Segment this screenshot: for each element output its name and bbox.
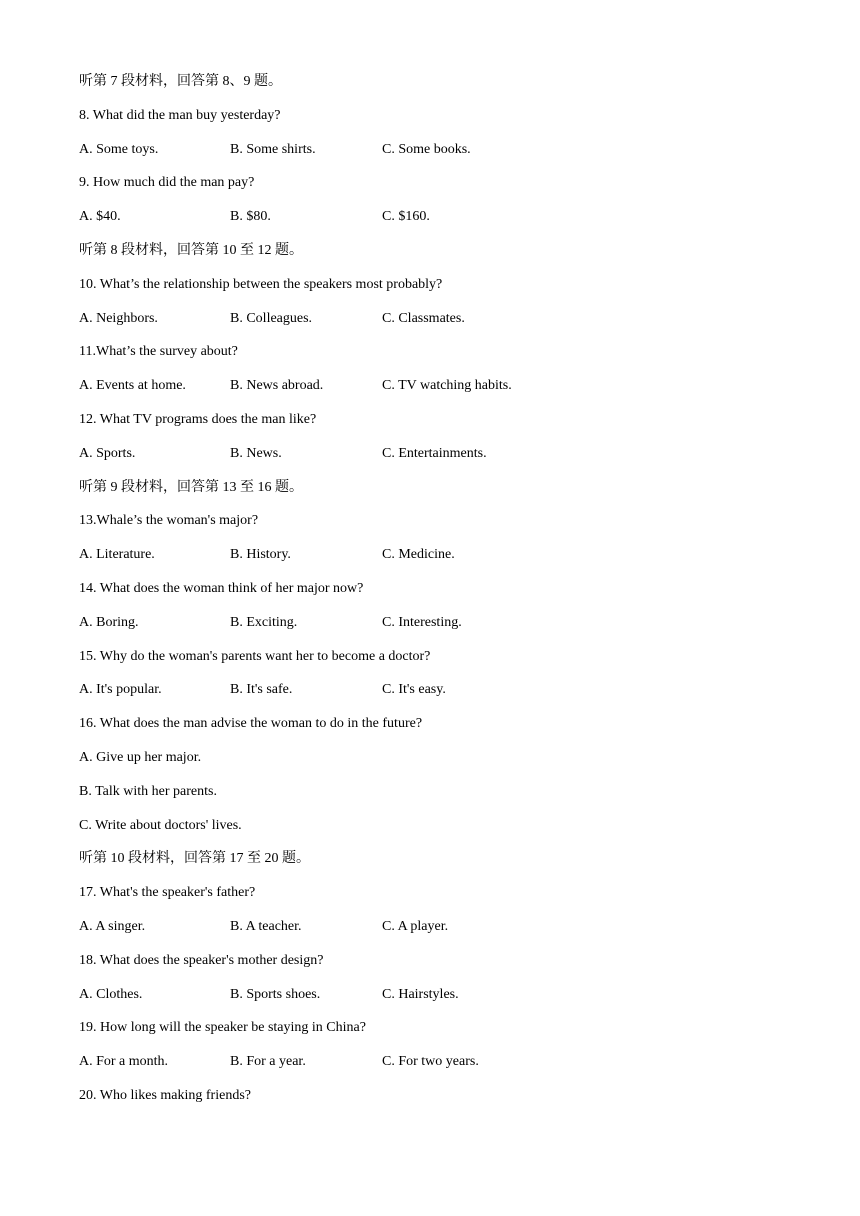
answer-options-row (79, 917, 799, 951)
question-text: 13.Whale’s the woman's major? (79, 513, 259, 529)
question-text: 16. What does the man advise the woman to do in the future? (79, 716, 423, 732)
answer-option-b: B. News abroad. (230, 378, 324, 394)
answer-option: B. Talk with her parents. (79, 783, 217, 799)
answer-option-a: A. Some toys. (79, 141, 159, 157)
answer-option: C. Write about doctors' lives. (79, 817, 242, 833)
answer-option-c: C. For two years. (382, 1054, 479, 1070)
answer-options-row (79, 545, 799, 579)
question-text: 8. What did the man buy yesterday? (79, 107, 281, 123)
section-heading: 听第 8 段材料，回答第 10 至 12 题。 (79, 242, 303, 258)
answer-options-row (79, 309, 799, 343)
exam-content (79, 72, 799, 1120)
answer-option-b: B. News. (230, 445, 282, 461)
answer-option-b: B. History. (230, 547, 291, 563)
answer-option-c: C. Hairstyles. (382, 986, 459, 1002)
answer-option-c: C. Medicine. (382, 547, 455, 563)
answer-options-row (79, 444, 799, 478)
question-text: 17. What's the speaker's father? (79, 885, 256, 901)
question-text: 14. What does the woman think of her major now? (79, 580, 364, 596)
answer-option-a: A. $40. (79, 209, 121, 225)
answer-option-b: B. Sports shoes. (230, 986, 321, 1002)
answer-option-a: A. A singer. (79, 918, 146, 934)
answer-option-b: B. $80. (230, 209, 271, 225)
answer-option-c: C. Entertainments. (382, 445, 487, 461)
section-heading: 听第 10 段材料，回答第 17 至 20 题。 (79, 851, 310, 867)
question-text: 12. What TV programs does the man like? (79, 411, 317, 427)
answer-option-c: C. TV watching habits. (382, 378, 512, 394)
question-text: 19. How long will the speaker be staying in China? (79, 1020, 366, 1036)
answer-options-row (79, 140, 799, 174)
answer-option-a: A. Sports. (79, 445, 136, 461)
answer-option-a: A. Clothes. (79, 986, 143, 1002)
answer-option-c: C. Classmates. (382, 310, 465, 326)
answer-options-row (79, 680, 799, 714)
question-text: 11.What’s the survey about? (79, 344, 238, 360)
section-heading: 听第 9 段材料，回答第 13 至 16 题。 (79, 479, 303, 495)
question-text: 18. What does the speaker's mother design? (79, 952, 324, 968)
question-text: 15. Why do the woman's parents want her to become a doctor? (79, 648, 431, 664)
question-text: 20. Who likes making friends? (79, 1087, 251, 1103)
answer-option-a: A. It's popular. (79, 682, 162, 698)
answer-options-row (79, 1052, 799, 1086)
answer-option-a: A. Boring. (79, 614, 139, 630)
answer-options-row (79, 376, 799, 410)
section-heading: 听第 7 段材料，回答第 8、9 题。 (79, 74, 282, 89)
answer-option-b: B. Exciting. (230, 614, 298, 630)
answer-option-b: B. Colleagues. (230, 310, 313, 326)
question-text: 10. What’s the relationship between the speakers most probably? (79, 276, 443, 292)
answer-option-c: C. Some books. (382, 141, 471, 157)
answer-options-row (79, 207, 799, 241)
answer-option-a: A. For a month. (79, 1054, 169, 1070)
answer-option: A. Give up her major. (79, 749, 202, 765)
answer-option-a: A. Literature. (79, 547, 155, 563)
answer-option-c: C. It's easy. (382, 682, 446, 698)
answer-option-b: B. Some shirts. (230, 141, 316, 157)
answer-option-c: C. Interesting. (382, 614, 462, 630)
answer-options-row (79, 613, 799, 647)
answer-option-a: A. Events at home. (79, 378, 186, 394)
answer-option-b: B. A teacher. (230, 918, 302, 934)
answer-options-row (79, 985, 799, 1019)
answer-option-a: A. Neighbors. (79, 310, 158, 326)
answer-option-c: C. $160. (382, 209, 430, 225)
answer-option-b: B. It's safe. (230, 682, 293, 698)
answer-option-b: B. For a year. (230, 1054, 306, 1070)
answer-option-c: C. A player. (382, 918, 449, 934)
question-text: 9. How much did the man pay? (79, 175, 255, 191)
